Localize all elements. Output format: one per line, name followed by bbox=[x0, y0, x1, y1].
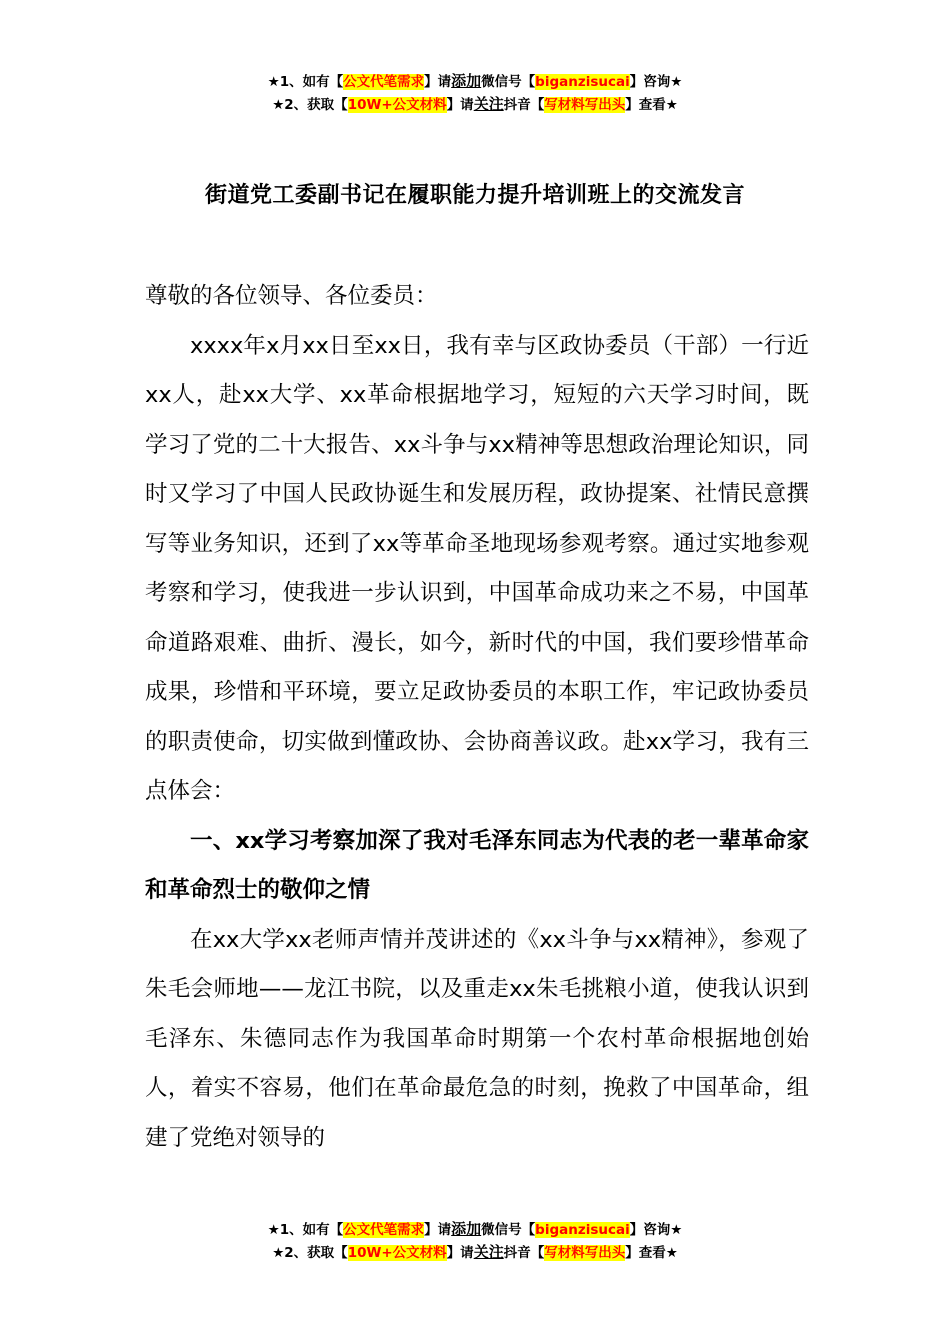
promo-text: 】请 bbox=[446, 1245, 474, 1261]
promo-text: ★2、获取【 bbox=[272, 1245, 348, 1261]
promo-line-2 bbox=[0, 93, 950, 116]
promo-highlight-materials: 10W+公文材料 bbox=[347, 1245, 447, 1261]
promo-text: 】请 bbox=[424, 74, 452, 90]
promo-text: 】请 bbox=[446, 97, 474, 113]
body-paragraph: 在xx大学xx老师声情并茂讲述的《xx斗争与xx精神》，参观了朱毛会师地——龙江书院，以及重走xx朱毛挑粮小道，使我认识到毛泽东、朱德同志作为我国革命时期第一个农村革命根据地创始人，着实不容易，他们在革命最危急的时刻，挽救了中国革命，组建了党绝对领导的 bbox=[145, 926, 809, 1151]
promo-text: ★2、获取【 bbox=[272, 97, 348, 113]
promo-underline-follow: 关注 bbox=[473, 1243, 504, 1261]
promo-text: ★1、如有【 bbox=[267, 74, 344, 90]
document-title: 街道党工委副书记在履职能力提升培训班上的交流发言 bbox=[204, 183, 745, 208]
bottom-promo-banner bbox=[0, 1218, 950, 1264]
promo-underline-follow: 关注 bbox=[473, 95, 504, 113]
promo-text: 抖音【 bbox=[503, 1245, 545, 1261]
promo-underline-add: 添加 bbox=[451, 72, 482, 90]
promo-text: 微信号【 bbox=[481, 74, 536, 90]
promo-highlight-service: 公文代笔需求 bbox=[343, 74, 425, 90]
promo-highlight-wechat-id: biganzisucai bbox=[535, 1222, 630, 1238]
promo-text: 】咨询★ bbox=[629, 74, 683, 90]
promo-text: 】请 bbox=[424, 1222, 452, 1238]
salutation: 尊敬的各位领导、各位委员： bbox=[145, 283, 438, 309]
promo-highlight-douyin: 写材料写出头 bbox=[544, 1245, 626, 1261]
promo-highlight-materials: 10W+公文材料 bbox=[347, 97, 447, 113]
promo-text: 】查看★ bbox=[625, 97, 678, 113]
promo-highlight-wechat-id: biganzisucai bbox=[535, 74, 630, 90]
promo-highlight-douyin: 写材料写出头 bbox=[544, 97, 626, 113]
promo-line-1 bbox=[0, 70, 950, 93]
promo-line-1 bbox=[0, 1218, 950, 1241]
top-promo-banner bbox=[0, 70, 950, 116]
section-heading: 一、xx学习考察加深了我对毛泽东同志为代表的老一辈革命家和革命烈士的敬仰之情 bbox=[145, 827, 809, 903]
promo-text: ★1、如有【 bbox=[267, 1222, 344, 1238]
promo-line-2 bbox=[0, 1241, 950, 1264]
promo-text: 抖音【 bbox=[503, 97, 545, 113]
promo-text: 】查看★ bbox=[625, 1245, 678, 1261]
promo-underline-add: 添加 bbox=[451, 1220, 482, 1238]
document-body bbox=[145, 272, 809, 1163]
promo-text: 微信号【 bbox=[481, 1222, 536, 1238]
body-paragraph: xxxx年x月xx日至xx日，我有幸与区政协委员（干部）一行近xx人，赴xx大学、xx革命根据地学习，短短的六天学习时间，既学习了党的二十大报告、xx斗争与xx精神等思想政治理论知识，同时又学习了中国人民政协诞生和发展历程，政协提案、社情民意撰写等业务知识，还到了xx等革命圣地现场参观考察。通过实地参观考察和学习，使我进一步认识到，中国革命成功来之不易，中国革命道路艰难、曲折、漫长，如今，新时代的中国，我们要珍惜革命成果，珍惜和平环境，要立足政协委员的本职工作，牢记政协委员的职责使命，切实做到懂政协、会协商善议政。赴xx学习，我有三点体会： bbox=[145, 332, 809, 804]
promo-highlight-service: 公文代笔需求 bbox=[343, 1222, 425, 1238]
promo-text: 】咨询★ bbox=[629, 1222, 683, 1238]
